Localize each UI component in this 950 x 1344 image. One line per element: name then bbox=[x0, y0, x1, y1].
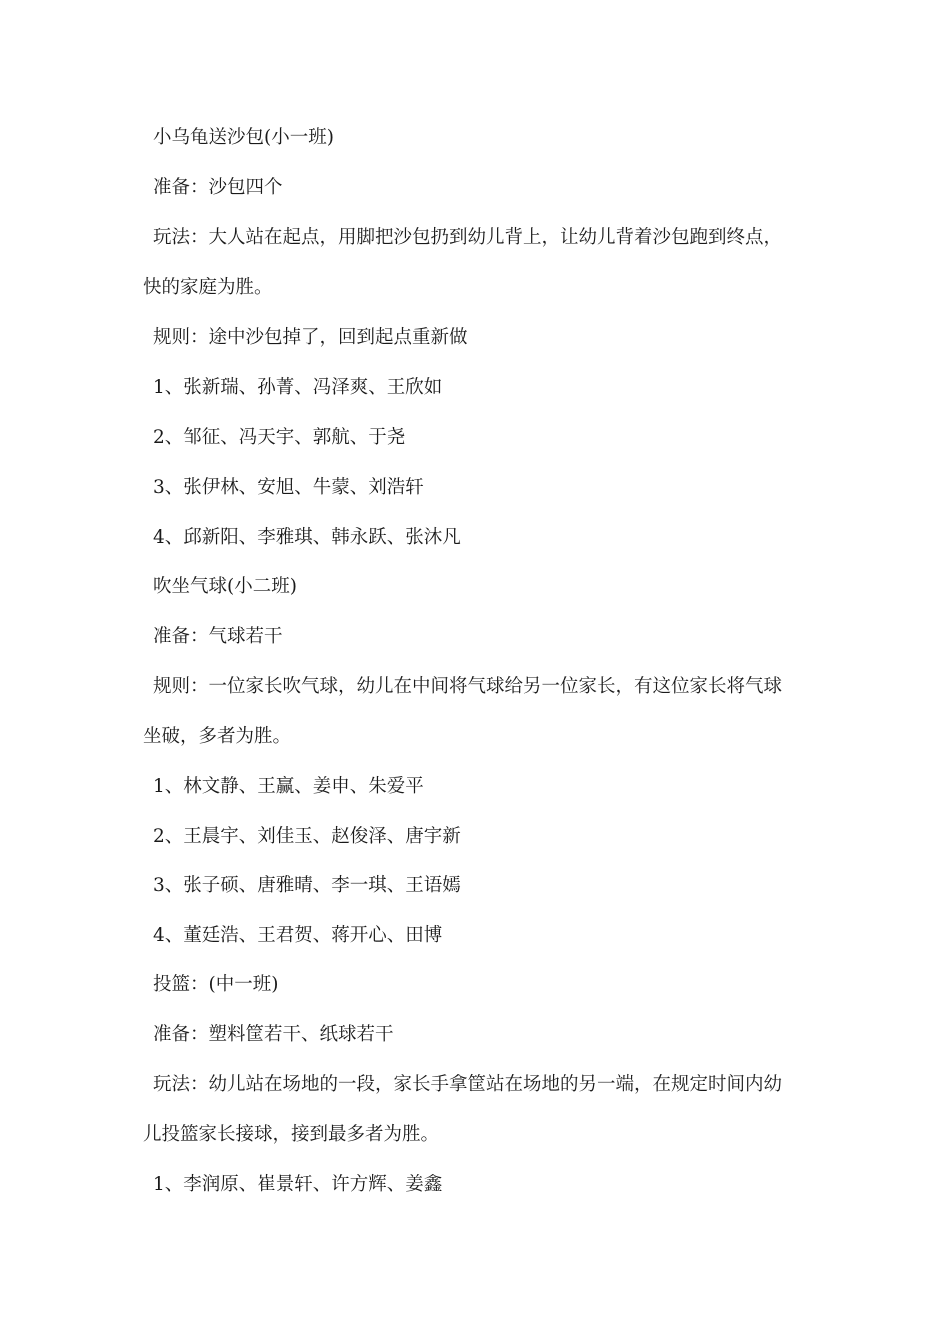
team-list-item: 2、邹征、冯天宇、郭航、于尧 bbox=[153, 427, 406, 448]
team-list-item: 1、李润原、崔景轩、许方辉、姜鑫 bbox=[153, 1174, 443, 1195]
game-rules-line: 规则：一位家长吹气球，幼儿在中间将气球给另一位家长，有这位家长将气球 bbox=[153, 676, 783, 697]
game-rules-line-continued: 快的家庭为胜。 bbox=[143, 277, 273, 298]
game-preparation: 准备：塑料筐若干、纸球若干 bbox=[153, 1024, 394, 1045]
game-title: 吹坐气球(小二班) bbox=[153, 576, 297, 597]
game-preparation: 准备：气球若干 bbox=[153, 626, 283, 647]
game-preparation: 准备：沙包四个 bbox=[153, 177, 283, 198]
team-list-item: 1、张新瑞、孙菁、冯泽爽、王欣如 bbox=[153, 377, 443, 398]
team-list-item: 1、林文静、王赢、姜申、朱爱平 bbox=[153, 776, 424, 797]
game-rules-line-continued: 坐破，多者为胜。 bbox=[143, 726, 292, 747]
team-list-item: 4、董廷浩、王君贺、蒋开心、田博 bbox=[153, 925, 443, 946]
game-title: 投篮：(中一班) bbox=[153, 974, 279, 995]
team-list-item: 2、王晨宇、刘佳玉、赵俊泽、唐宇新 bbox=[153, 826, 461, 847]
game-rules-line: 玩法：幼儿站在场地的一段，家长手拿筐站在场地的另一端，在规定时间内幼 bbox=[153, 1074, 783, 1095]
game-title: 小乌龟送沙包(小一班) bbox=[153, 127, 334, 148]
game-rule-note: 规则：途中沙包掉了，回到起点重新做 bbox=[153, 327, 468, 348]
team-list-item: 4、邱新阳、李雅琪、韩永跃、张沐凡 bbox=[153, 527, 461, 548]
team-list-item: 3、张子硕、唐雅晴、李一琪、王语嫣 bbox=[153, 875, 461, 896]
game-rules-line: 玩法：大人站在起点，用脚把沙包扔到幼儿背上，让幼儿背着沙包跑到终点， bbox=[153, 227, 783, 248]
game-rules-line-continued: 儿投篮家长接球，接到最多者为胜。 bbox=[143, 1124, 440, 1145]
team-list-item: 3、张伊林、安旭、牛蒙、刘浩轩 bbox=[153, 477, 424, 498]
